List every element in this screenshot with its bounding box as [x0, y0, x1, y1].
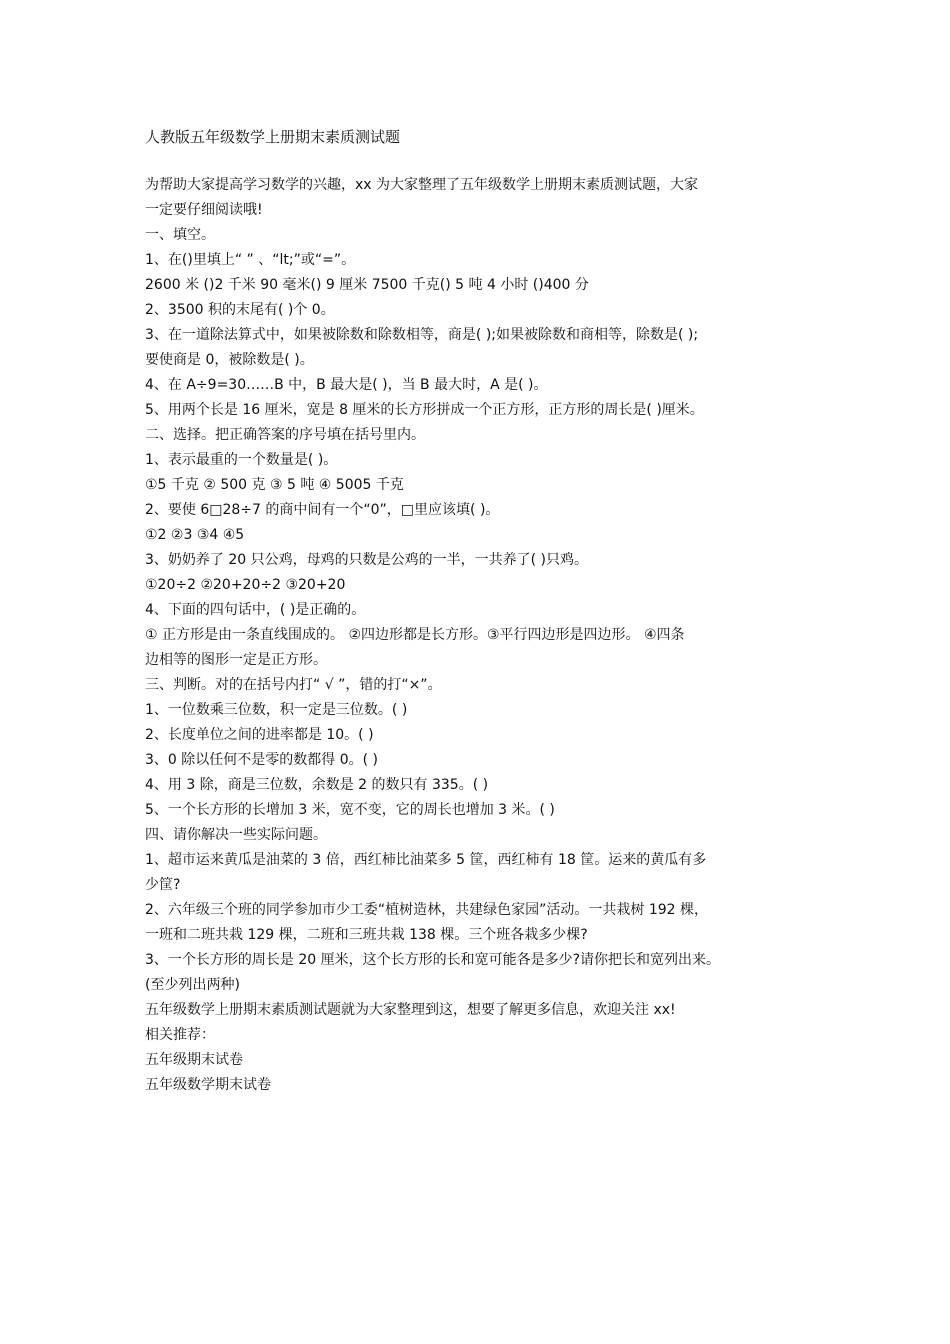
- related-link[interactable]: 五年级期末试卷: [145, 1052, 243, 1068]
- question-line: 2、长度单位之间的进率都是 10。( ): [145, 727, 374, 743]
- related-link[interactable]: 五年级数学期末试卷: [145, 1077, 271, 1093]
- question-line: (至少列出两种): [145, 977, 240, 993]
- section-heading-judge: 三、判断。对的在括号内打“ √ ”，错的打“×”。: [145, 677, 442, 693]
- question-line: 2、3500 积的末尾有( )个 0。: [145, 302, 335, 318]
- question-line: 4、在 A÷9=30……B 中，B 最大是( )，当 B 最大时，A 是( )。: [145, 377, 548, 393]
- document-title: 人教版五年级数学上册期末素质测试题: [145, 128, 401, 146]
- closing-line: 五年级数学上册期末素质测试题就为大家整理到这，想要了解更多信息，欢迎关注 xx!: [145, 1002, 676, 1018]
- question-line: 1、一位数乘三位数，积一定是三位数。( ): [145, 702, 408, 718]
- question-line: 3、奶奶养了 20 只公鸡，母鸡的只数是公鸡的一半，一共养了( )只鸡。: [145, 552, 588, 568]
- intro-line-1: 为帮助大家提高学习数学的兴趣，xx 为大家整理了五年级数学上册期末素质测试题，大家: [145, 177, 699, 193]
- section-heading-choice: 二、选择。把正确答案的序号填在括号里内。: [145, 427, 425, 443]
- question-line: 一班和二班共栽 129 棵，二班和三班共栽 138 棵。三个班各栽多少棵?: [145, 927, 588, 943]
- intro-line-2: 一定要仔细阅读哦!: [145, 202, 263, 218]
- question-line: 5、用两个长是 16 厘米，宽是 8 厘米的长方形拼成一个正方形，正方形的周长是( )厘米。: [145, 402, 704, 418]
- question-line: 4、用 3 除，商是三位数，余数是 2 的数只有 335。( ): [145, 777, 489, 793]
- question-line: 3、一个长方形的周长是 20 厘米，这个长方形的长和宽可能各是多少?请你把长和宽列出来。: [145, 952, 721, 968]
- option-line: 边相等的图形一定是正方形。: [145, 652, 327, 668]
- question-line: 1、表示最重的一个数量是( )。: [145, 452, 338, 468]
- question-line: 2、要使 6□28÷7 的商中间有一个“0”，□里应该填( )。: [145, 502, 500, 518]
- option-line: ①5 千克 ② 500 克 ③ 5 吨 ④ 5005 千克: [145, 477, 404, 493]
- question-line: 4、下面的四句话中，( )是正确的。: [145, 602, 366, 618]
- question-line: 1、超市运来黄瓜是油菜的 3 倍，西红柿比油菜多 5 筐，西红柿有 18 筐。运来的黄瓜有多: [145, 852, 707, 868]
- section-heading-fill: 一、填空。: [145, 227, 215, 243]
- option-line: ①2 ②3 ③4 ④5: [145, 527, 245, 543]
- question-line: 5、一个长方形的长增加 3 米，宽不变，它的周长也增加 3 米。( ): [145, 802, 555, 818]
- related-heading: 相关推荐：: [145, 1027, 215, 1043]
- option-line: ①20÷2 ②20+20÷2 ③20+20: [145, 577, 346, 593]
- option-line: ① 正方形是由一条直线围成的。 ②四边形都是长方形。③平行四边形是四边形。 ④四条: [145, 627, 685, 643]
- question-line: 3、在一道除法算式中，如果被除数和除数相等，商是( );如果被除数和商相等，除数是( );: [145, 327, 699, 343]
- question-line: 2600 米 ()2 千米 90 毫米() 9 厘米 7500 千克() 5 吨 4 小时 ()400 分: [145, 277, 589, 293]
- question-line: 3、0 除以任何不是零的数都得 0。( ): [145, 752, 378, 768]
- question-line: 1、在()里填上“ ” 、“lt;”或“=”。: [145, 252, 356, 268]
- document-page: [145, 125, 825, 1098]
- question-line: 2、六年级三个班的同学参加市少工委“植树造林，共建绿色家园”活动。一共栽树 192 棵，: [145, 902, 709, 918]
- question-line: 要使商是 0，被除数是( )。: [145, 352, 314, 368]
- document-body: [145, 173, 825, 1098]
- section-heading-problems: 四、请你解决一些实际问题。: [145, 827, 327, 843]
- question-line: 少筐?: [145, 877, 181, 893]
